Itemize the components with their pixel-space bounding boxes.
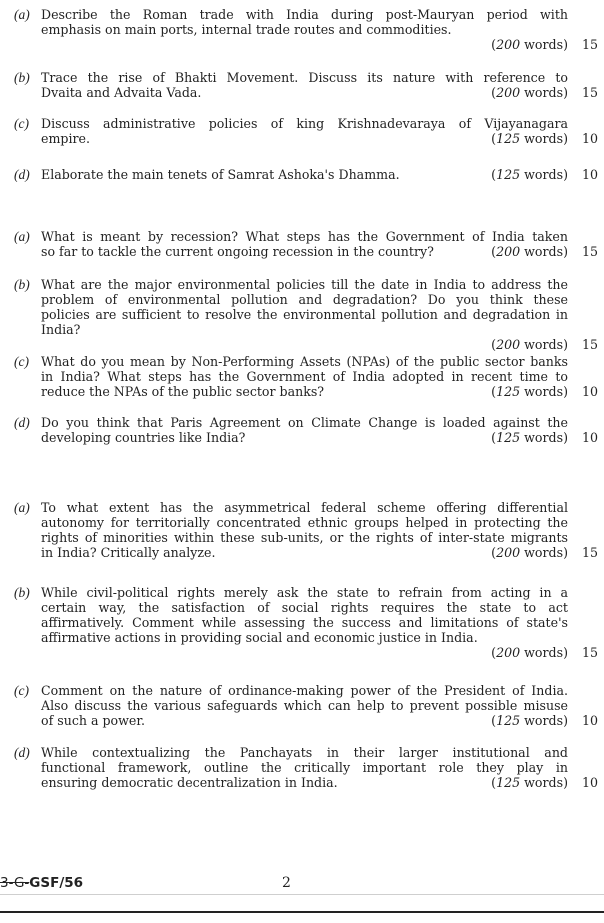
footer-divider-dark — [0, 911, 604, 913]
question-text-line: What do you mean by Non-Performing Assets (NPAs) of the public sector banks — [41, 354, 568, 369]
word-limit-unit: words — [524, 430, 564, 445]
question-text-line: problem of environmental pollution and degradation? Do you think these — [41, 292, 568, 307]
paper-code — [0, 876, 83, 891]
word-limit-value: 125 — [496, 713, 521, 728]
marks: 15 — [581, 645, 598, 660]
question-text-line: Describe the Roman trade with India during post-Mauryan period with — [41, 7, 568, 22]
question-label: (a) — [14, 7, 30, 22]
question-text-line: What are the major environmental policies till the date in India to address the — [41, 277, 568, 292]
word-limit-value: 200 — [496, 337, 521, 352]
question-label: (a) — [14, 229, 30, 244]
question-text-line: autonomy for territorially concentrated ethnic groups helped in protecting the — [41, 515, 568, 530]
word-limit-value: 200 — [496, 85, 521, 100]
question-text-line: empire. — [41, 131, 90, 146]
word-limit-value: 125 — [496, 131, 521, 146]
marks: 15 — [581, 545, 598, 560]
question-text-line: ensuring democratic decentralization in India. — [41, 775, 338, 790]
word-limit-unit: words — [524, 775, 564, 790]
word-limit-unit: words — [524, 545, 564, 560]
question-text-line: Trace the rise of Bhakti Movement. Discuss its nature with reference to — [41, 70, 568, 85]
word-limit: (200 words) — [491, 645, 568, 660]
question-text-line: in India? What steps has the Government of India adopted in recent time to — [41, 369, 568, 384]
question-label: (c) — [14, 683, 29, 698]
marks: 15 — [581, 85, 598, 100]
question-text-line: Dvaita and Advaita Vada. — [41, 85, 202, 100]
question-text-line: Comment on the nature of ordinance-making power of the President of India. — [41, 683, 568, 698]
question-text-line: Elaborate the main tenets of Samrat Ashoka's Dhamma. — [41, 167, 400, 182]
question-text-line: of such a power. — [41, 713, 146, 728]
question-label: (b) — [14, 585, 30, 600]
page-number: 2 — [282, 875, 291, 891]
question-text-line: functional framework, outline the critically important role they play in — [41, 760, 568, 775]
word-limit: (125 words) — [491, 775, 568, 790]
question-text-line: so far to tackle the current ongoing recession in the country? — [41, 244, 434, 259]
question-text-line: Discuss administrative policies of king Krishnadevaraya of Vijayanagara — [41, 116, 568, 131]
word-limit-value: 200 — [496, 645, 521, 660]
question-label: (b) — [14, 277, 30, 292]
word-limit: (200 words) — [491, 37, 568, 52]
word-limit: (125 words) — [491, 384, 568, 399]
word-limit-unit: words — [524, 713, 564, 728]
question-text-line: policies are sufficient to resolve the environmental pollution and degradation in — [41, 307, 568, 322]
question-text-line: reduce the NPAs of the public sector banks? — [41, 384, 325, 399]
word-limit-unit: words — [524, 85, 564, 100]
word-limit-value: 200 — [496, 545, 521, 560]
marks: 10 — [581, 775, 598, 790]
question-text-line: in India? Critically analyze. — [41, 545, 216, 560]
word-limit: (125 words) — [491, 713, 568, 728]
question-label: (d) — [14, 167, 30, 182]
question-text-line: developing countries like India? — [41, 430, 246, 445]
footer-divider-light — [0, 894, 604, 895]
word-limit: (200 words) — [491, 337, 568, 352]
question-text-line: affirmative actions in providing social and economic justice in India. — [41, 630, 478, 645]
question-text-line: What is meant by recession? What steps has the Government of India taken — [41, 229, 568, 244]
word-limit-value: 125 — [496, 384, 521, 399]
word-limit-unit: words — [524, 244, 564, 259]
word-limit: (125 words) — [491, 131, 568, 146]
question-label: (a) — [14, 500, 30, 515]
word-limit-value: 125 — [496, 775, 521, 790]
question-text-line: affirmatively. Comment while assessing the success and limitations of state's — [41, 615, 568, 630]
word-limit-unit: words — [524, 131, 564, 146]
question-label: (c) — [14, 354, 29, 369]
question-label: (c) — [14, 116, 29, 131]
word-limit: (125 words) — [491, 430, 568, 445]
word-limit-value: 200 — [496, 37, 521, 52]
marks: 10 — [581, 167, 598, 182]
marks: 15 — [581, 244, 598, 259]
marks: 10 — [581, 430, 598, 445]
marks: 15 — [581, 37, 598, 52]
word-limit: (200 words) — [491, 244, 568, 259]
paper-code-prefix: 3-G- — [0, 875, 30, 891]
question-label: (d) — [14, 415, 30, 430]
question-text-line: certain way, the satisfaction of social rights requires the state to act — [41, 600, 568, 615]
word-limit: (200 words) — [491, 85, 568, 100]
word-limit: (200 words) — [491, 545, 568, 560]
word-limit-unit: words — [524, 37, 564, 52]
word-limit-unit: words — [524, 167, 564, 182]
question-label: (d) — [14, 745, 30, 760]
question-text-line: rights of minorities within these sub-units, or the rights of inter-state migrants — [41, 530, 568, 545]
word-limit-unit: words — [524, 384, 564, 399]
question-text-line: To what extent has the asymmetrical federal scheme offering differential — [41, 500, 568, 515]
word-limit-value: 200 — [496, 244, 521, 259]
word-limit-unit: words — [524, 337, 564, 352]
question-text-line: emphasis on main ports, internal trade routes and commodities. — [41, 22, 452, 37]
question-text-line: Also discuss the various safeguards which can help to prevent possible misuse — [41, 698, 568, 713]
marks: 15 — [581, 337, 598, 352]
word-limit-value: 125 — [496, 167, 521, 182]
marks: 10 — [581, 131, 598, 146]
question-text-line: While civil-political rights merely ask the state to refrain from acting in a — [41, 585, 568, 600]
word-limit-unit: words — [524, 645, 564, 660]
word-limit: (125 words) — [491, 167, 568, 182]
question-text-line: While contextualizing the Panchayats in their larger institutional and — [41, 745, 568, 760]
question-text-line: India? — [41, 322, 81, 337]
marks: 10 — [581, 384, 598, 399]
paper-code-main: GSF/56 — [29, 875, 84, 891]
question-text-line: Do you think that Paris Agreement on Climate Change is loaded against the — [41, 415, 568, 430]
marks: 10 — [581, 713, 598, 728]
word-limit-value: 125 — [496, 430, 521, 445]
question-label: (b) — [14, 70, 30, 85]
